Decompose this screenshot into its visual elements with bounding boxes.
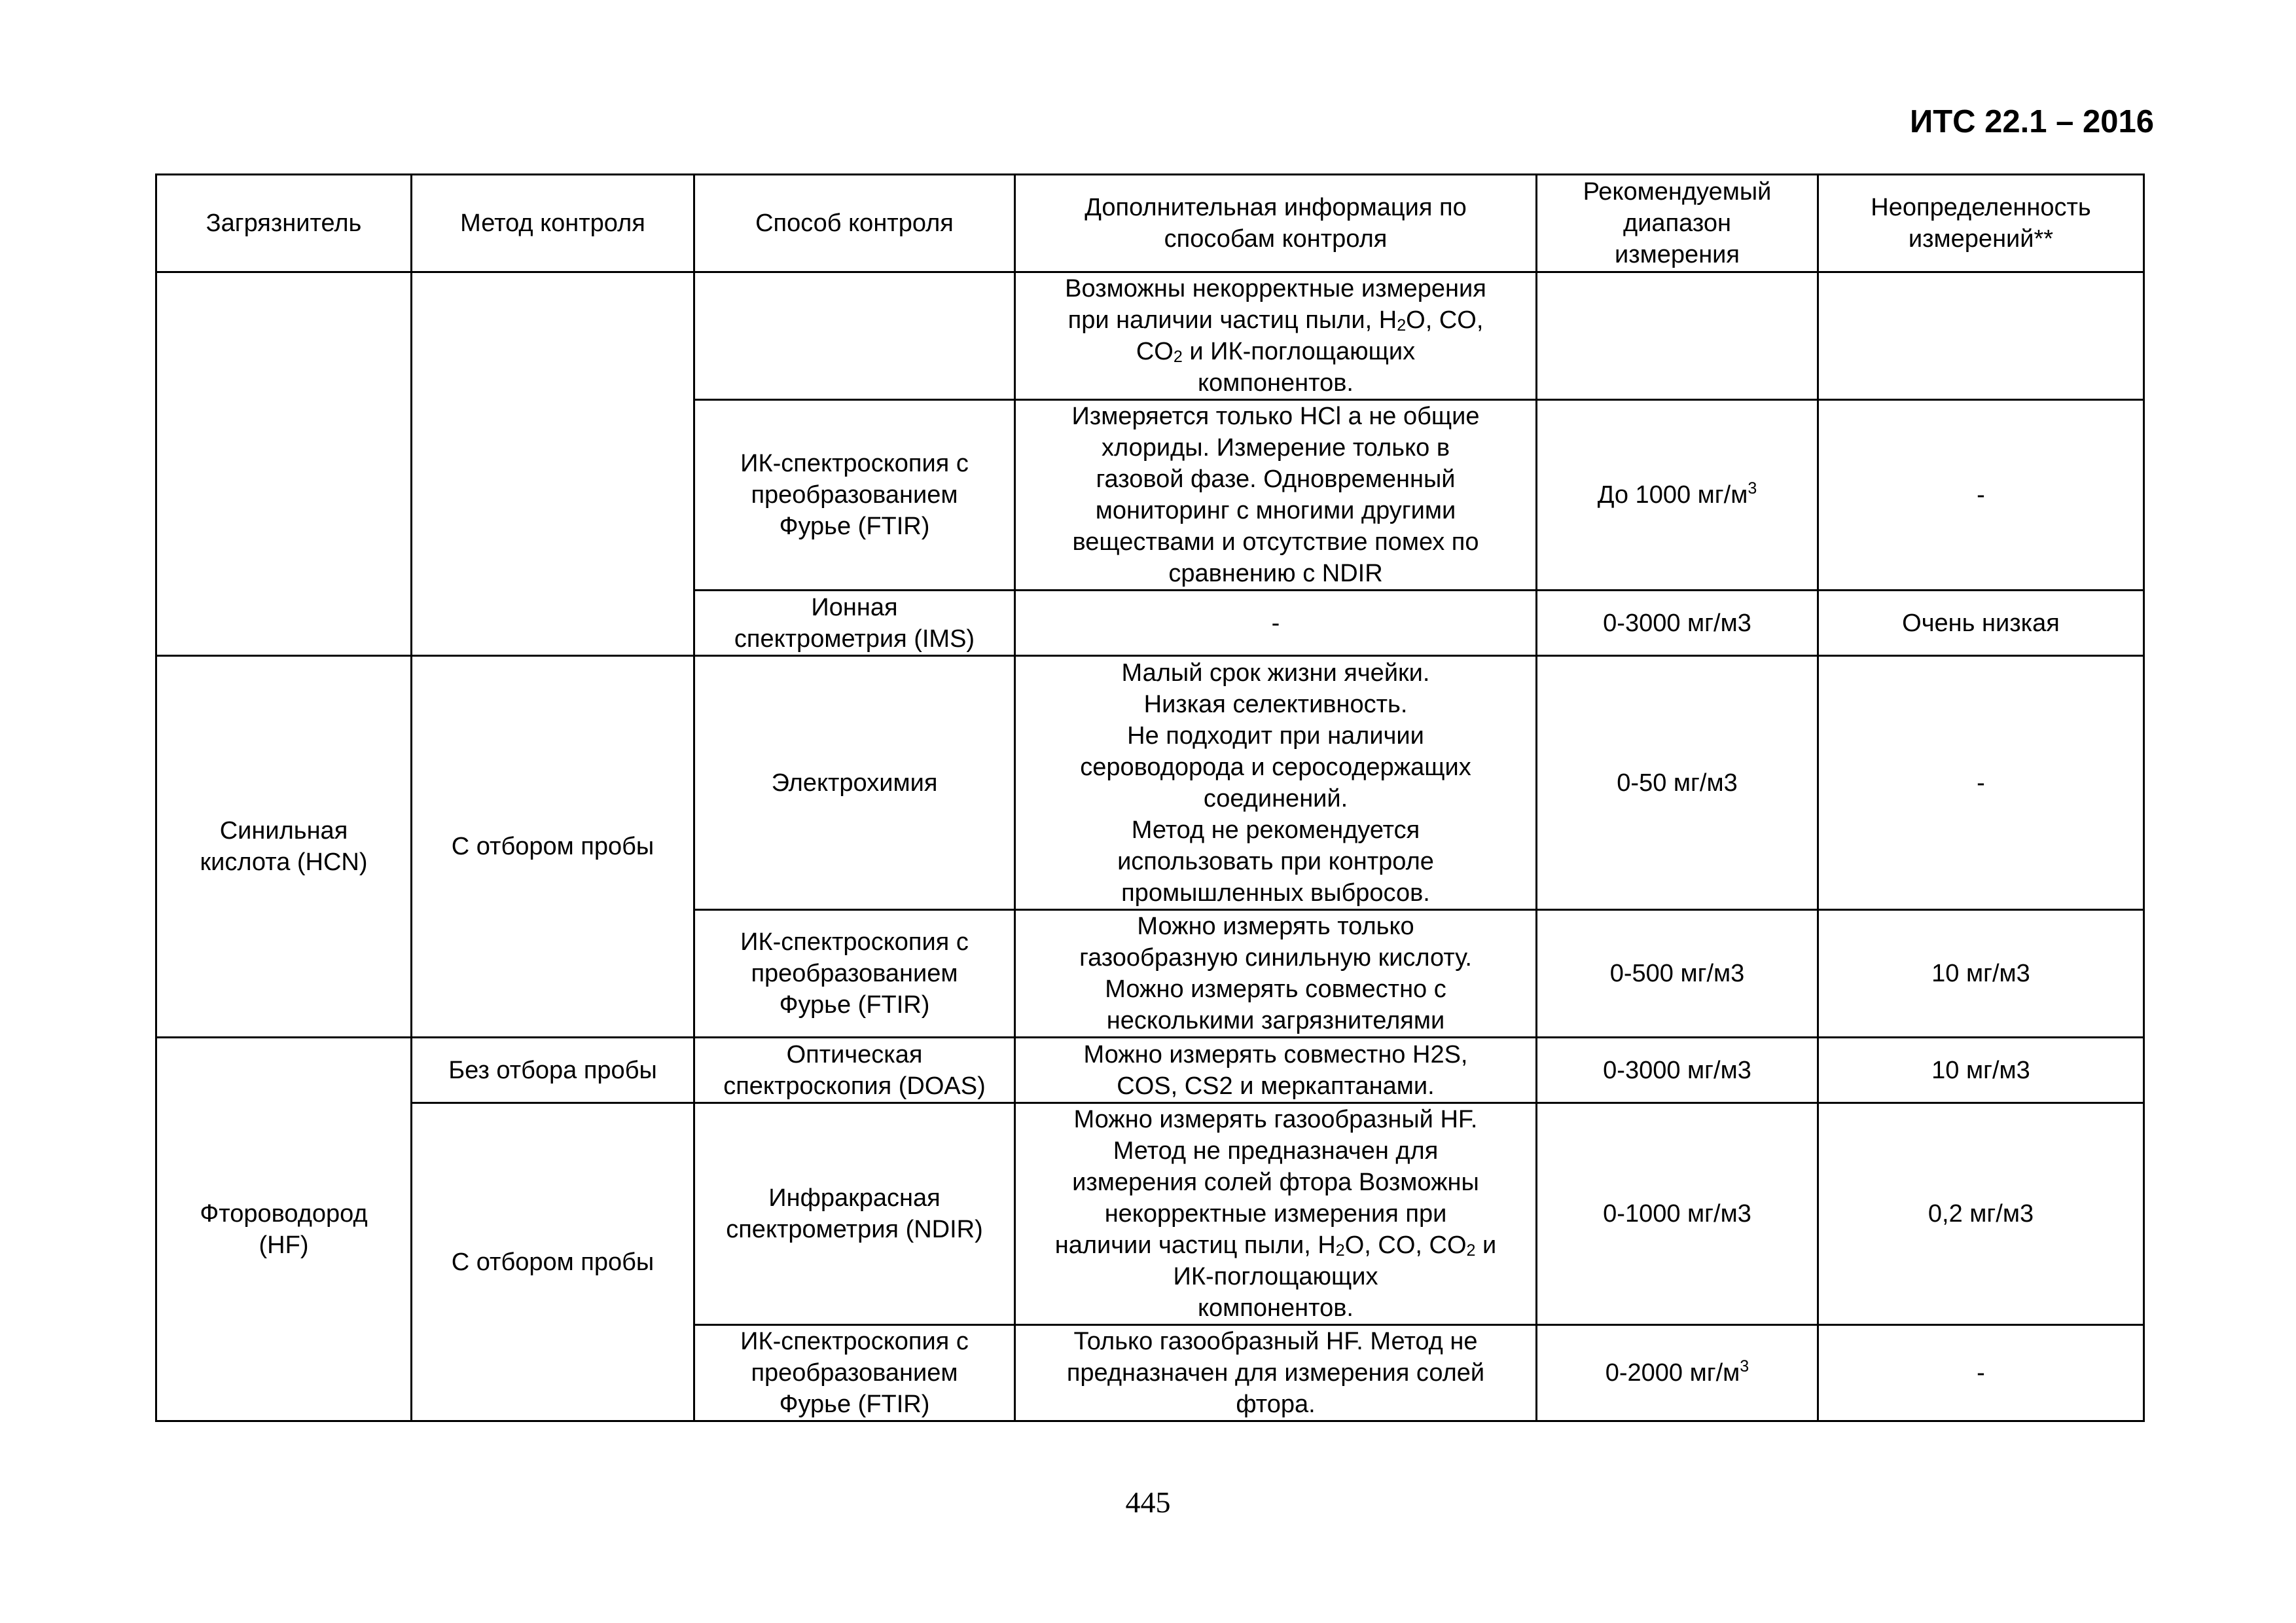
- header-control-way: Способ контроля: [694, 175, 1015, 272]
- cell-uncertainty: 10 мг/м3: [1818, 910, 2144, 1038]
- cell-uncertainty: -: [1818, 400, 2144, 591]
- cell-pollutant-empty: [156, 272, 412, 656]
- cell-control-way: ИК-спектроскопия с преобразованием Фурье (FTIR): [694, 910, 1015, 1038]
- cell-additional-info: Измеряется только HCl а не общие хлориды. Измерение только в газовой фазе. Одновременный мониторинг с многими другими веществами и отсутствие помех по сравнению с NDIR: [1015, 400, 1537, 591]
- cell-uncertainty: -: [1818, 656, 2144, 910]
- cell-additional-info: Только газообразный HF. Метод не предназначен для измерения солей фтора.: [1015, 1325, 1537, 1421]
- table-row: [156, 656, 2144, 910]
- cell-control-method: С отбором пробы: [412, 1103, 694, 1421]
- cell-pollutant: Синильная кислота (HCN): [156, 656, 412, 1038]
- cell-range: До 1000 $мг/м^3$: [1537, 400, 1818, 591]
- cell-range: 0-3000 мг/м3: [1537, 1038, 1818, 1103]
- cell-range-empty: [1537, 272, 1818, 400]
- cell-range: 0-3000 мг/м3: [1537, 591, 1818, 656]
- header-pollutant: Загрязнитель: [156, 175, 412, 272]
- table-row: [156, 1038, 2144, 1103]
- cell-uncertainty: 0,2 мг/м3: [1818, 1103, 2144, 1325]
- cell-control-way-empty: [694, 272, 1015, 400]
- cell-control-way: Оптическая спектроскопия (DOAS): [694, 1038, 1015, 1103]
- cell-uncertainty: -: [1818, 1325, 2144, 1421]
- table-row: [156, 272, 2144, 400]
- cell-control-way: ИК-спектроскопия с преобразованием Фурье (FTIR): [694, 400, 1015, 591]
- header-control-method: Метод контроля: [412, 175, 694, 272]
- cell-range: 0-50 мг/м3: [1537, 656, 1818, 910]
- cell-control-method: С отбором пробы: [412, 656, 694, 1038]
- table-row: [156, 1103, 2144, 1325]
- table-header-row: [156, 175, 2144, 272]
- cell-pollutant: Фтороводород (HF): [156, 1038, 412, 1421]
- cell-additional-info: Можно измерять газообразный HF. Метод не предназначен для измерения солей фтора Возможны некорректные измерения при наличии частиц пыли, $H_2O$, CO, $CO_2$ и ИК-поглощающих компонентов.: [1015, 1103, 1537, 1325]
- cell-additional-info: -: [1015, 591, 1537, 656]
- cell-range: 0-500 мг/м3: [1537, 910, 1818, 1038]
- header-range: Рекомендуемый диапазон измерения: [1537, 175, 1818, 272]
- cell-control-way: ИК-спектроскопия с преобразованием Фурье (FTIR): [694, 1325, 1015, 1421]
- cell-uncertainty: 10 мг/м3: [1818, 1038, 2144, 1103]
- header-additional-info: Дополнительная информация по способам контроля: [1015, 175, 1537, 272]
- cell-range: 0-2000 $мг/м^3$: [1537, 1325, 1818, 1421]
- page-number: 445: [1125, 1486, 1171, 1519]
- header-uncertainty: Неопределенность измерений**: [1818, 175, 2144, 272]
- document-code: ИТС 22.1 – 2016: [1909, 104, 2154, 139]
- data-table: [155, 173, 2145, 1422]
- cell-range: 0-1000 мг/м3: [1537, 1103, 1818, 1325]
- cell-control-way: Инфракрасная спектрометрия (NDIR): [694, 1103, 1015, 1325]
- cell-control-way: Ионная спектрометрия (IMS): [694, 591, 1015, 656]
- cell-additional-info: Можно измерять только газообразную синильную кислоту. Можно измерять совместно с несколькими загрязнителями: [1015, 910, 1537, 1038]
- cell-control-way: Электрохимия: [694, 656, 1015, 910]
- cell-additional-info: Малый срок жизни ячейки. Низкая селективность. Не подходит при наличии сероводорода и серосодержащих соединений. Метод не рекомендуется использовать при контроле промышленных выбросов.: [1015, 656, 1537, 910]
- cell-additional-info: Возможны некорректные измерения при наличии частиц пыли, $H_2O$, CO, $CO_2$ и ИК-поглощающих компонентов.: [1015, 272, 1537, 400]
- cell-control-method-empty: [412, 272, 694, 656]
- cell-uncertainty-empty: [1818, 272, 2144, 400]
- cell-additional-info: Можно измерять совместно H2S, COS, CS2 и меркаптанами.: [1015, 1038, 1537, 1103]
- cell-control-method: Без отбора пробы: [412, 1038, 694, 1103]
- cell-uncertainty: Очень низкая: [1818, 591, 2144, 656]
